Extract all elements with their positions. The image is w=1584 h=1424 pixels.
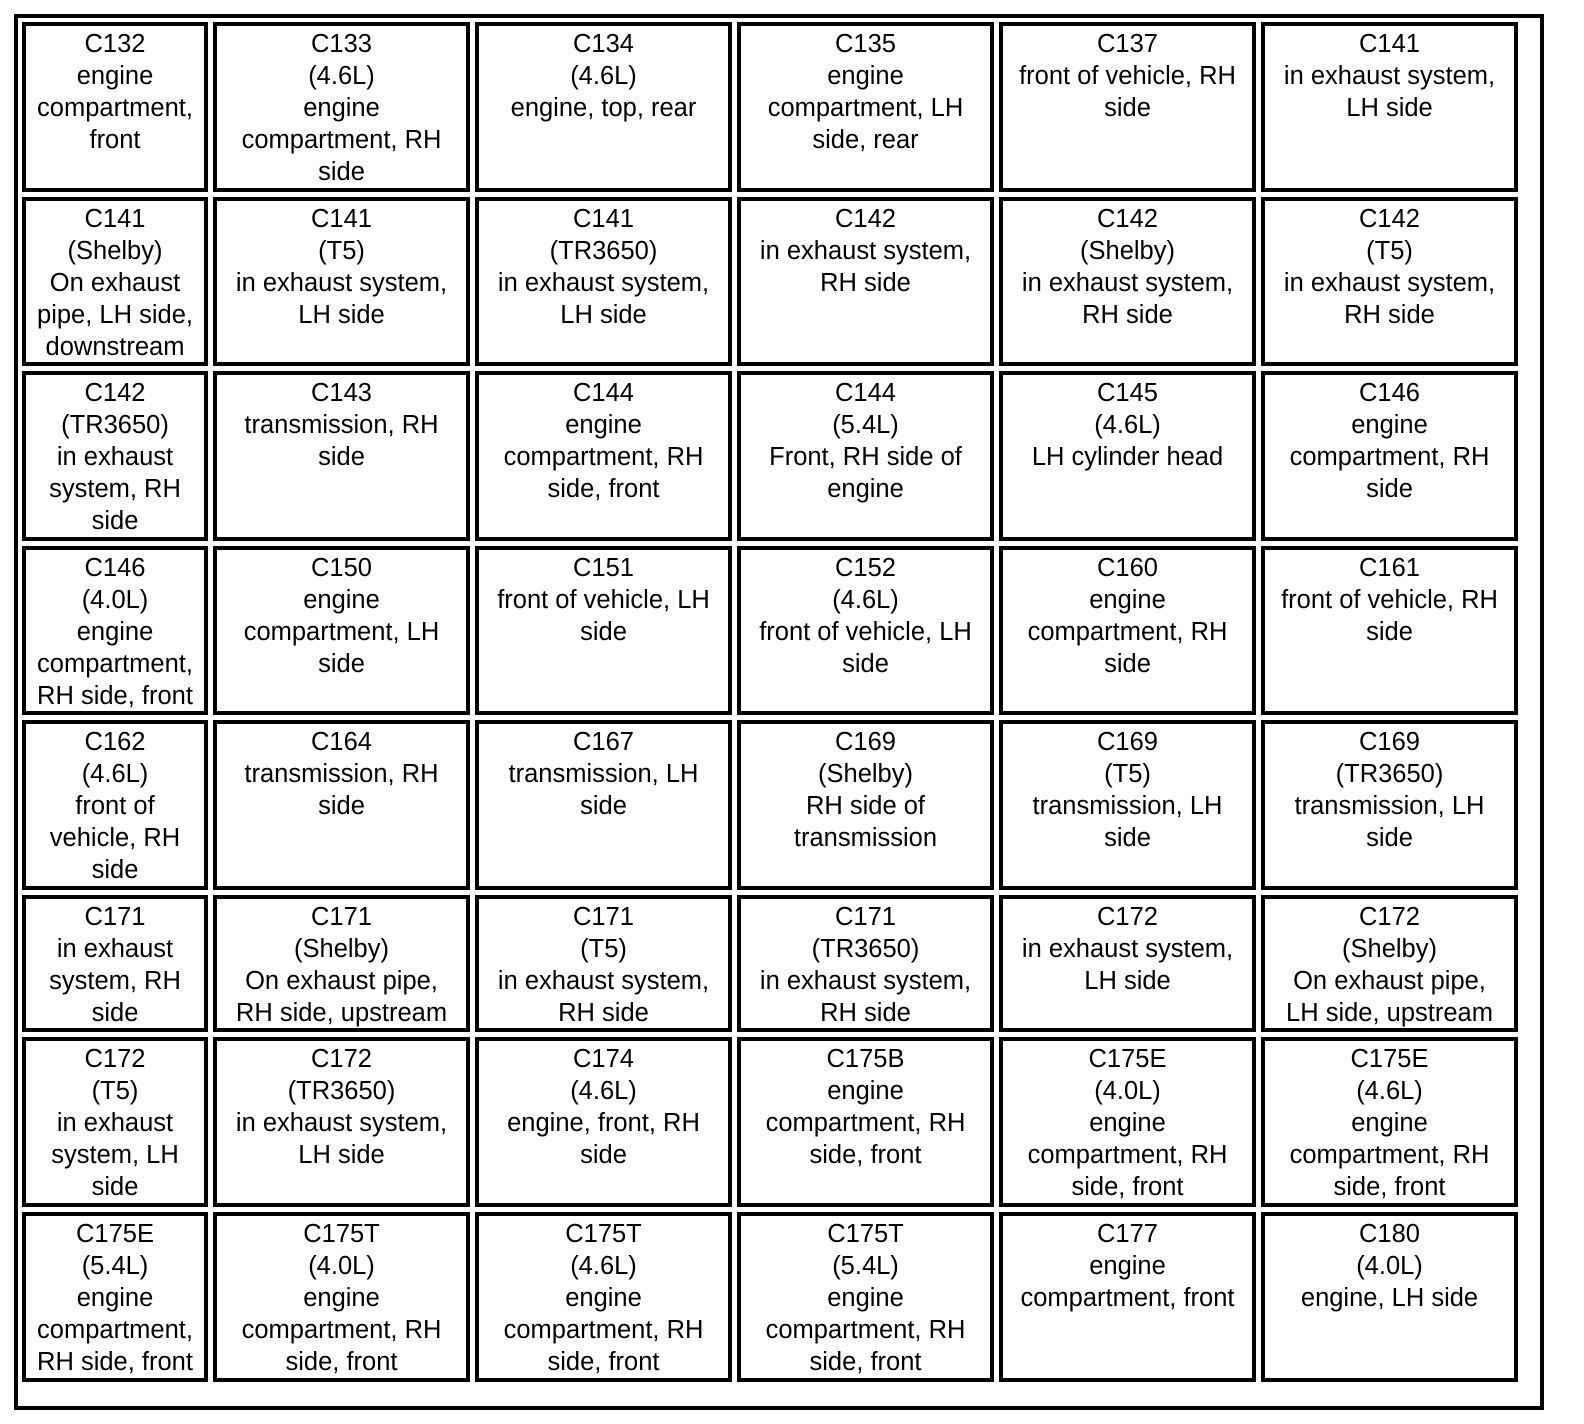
table-cell [737, 371, 994, 541]
cell-text-line: side [91, 855, 139, 884]
table-cell [213, 1037, 470, 1207]
table-cell [213, 720, 470, 890]
cell-text-line: On exhaust [49, 268, 181, 297]
table-cell [213, 197, 470, 366]
connector-id: C146 [1359, 379, 1420, 407]
connector-id: C152 [835, 554, 896, 582]
cell-text-line: compartment, [37, 93, 193, 122]
cell-text-line: RH side, upstream [235, 998, 448, 1027]
table-cell [999, 197, 1256, 366]
table-cell [737, 1212, 994, 1382]
cell-text-line: (4.6L) [1356, 1076, 1423, 1105]
cell-text-line: (5.4L) [832, 1251, 899, 1280]
cell-text-line: (Shelby) [818, 759, 913, 788]
table-cell [737, 1037, 994, 1207]
table-cell [475, 1037, 732, 1207]
cell-text-line: (T5) [1104, 759, 1151, 788]
connector-id: C169 [835, 728, 896, 756]
connector-id: C175E [1088, 1045, 1167, 1073]
cell-text-line: in exhaust system, [497, 966, 710, 995]
cell-text-line: side [580, 791, 627, 820]
cell-text-line: (5.4L) [832, 410, 899, 439]
table-cell [737, 22, 994, 192]
cell-text-line: side, front [809, 1140, 922, 1169]
connector-id: C135 [835, 30, 896, 58]
cell-text-line: side [318, 157, 365, 186]
table-cell [999, 546, 1256, 715]
connector-id: C175B [826, 1045, 905, 1073]
connector-id: C144 [573, 379, 634, 407]
cell-text-line: vehicle, RH [49, 823, 181, 852]
cell-text-line: in exhaust system, [497, 268, 710, 297]
cell-text-line: RH side [558, 998, 649, 1027]
table-cell [1261, 720, 1518, 890]
connector-id: C162 [84, 728, 146, 756]
cell-text-line: side, front [1333, 1172, 1446, 1201]
cell-text-line: LH cylinder head [1031, 442, 1224, 471]
cell-text-line: side, rear [812, 125, 919, 154]
cell-text-line: engine [827, 474, 904, 503]
cell-text-line: compartment, RH [1289, 1140, 1490, 1169]
table-cell [1261, 546, 1518, 715]
connector-id: C142 [835, 205, 896, 233]
cell-text-line: side, front [285, 1347, 398, 1376]
table-cell [1261, 1037, 1518, 1207]
cell-text-line: side [1104, 823, 1151, 852]
cell-text-line: engine, front, RH [507, 1108, 700, 1137]
cell-text-line: front of vehicle, RH [1281, 585, 1498, 614]
connector-id: C174 [573, 1045, 634, 1073]
table-cell [1261, 371, 1518, 541]
cell-text-line: engine [76, 1283, 154, 1312]
table-cell [999, 895, 1256, 1032]
cell-text-line: (4.0L) [1094, 1076, 1161, 1105]
cell-text-line: engine [76, 617, 154, 646]
cell-text-line: side [318, 442, 365, 471]
table-cell [213, 1212, 470, 1382]
cell-text-line: side [91, 506, 139, 535]
connector-id: C175E [76, 1220, 154, 1248]
cell-text-line: in exhaust system, [1283, 61, 1496, 90]
connector-id: C167 [573, 728, 634, 756]
table-cell [22, 371, 208, 541]
cell-text-line: (Shelby) [1342, 934, 1437, 963]
connector-id: C150 [311, 554, 372, 582]
cell-text-line: in exhaust system, [1283, 268, 1496, 297]
cell-text-line: (TR3650) [1335, 759, 1444, 788]
table-cell [22, 895, 208, 1032]
cell-text-line: side [91, 998, 139, 1027]
connector-id: C169 [1097, 728, 1158, 756]
cell-text-line: transmission, RH [244, 410, 439, 439]
cell-text-line: in exhaust system, [235, 268, 448, 297]
cell-text-line: in exhaust system, [1021, 268, 1234, 297]
cell-text-line: side [91, 1172, 139, 1201]
cell-text-line: transmission, RH [244, 759, 439, 788]
cell-text-line: compartment, RH [241, 125, 442, 154]
cell-text-line: (4.6L) [81, 759, 149, 788]
cell-text-line: side [1104, 93, 1151, 122]
cell-text-line: (4.6L) [570, 1251, 637, 1280]
connector-id: C143 [311, 379, 372, 407]
cell-text-line: side, front [809, 1347, 922, 1376]
connector-id: C171 [835, 903, 896, 931]
cell-text-line: LH side, upstream [1286, 998, 1493, 1027]
connector-id: C141 [84, 205, 146, 233]
cell-text-line: (4.0L) [1356, 1251, 1423, 1280]
cell-text-line: pipe, LH side, [37, 300, 193, 329]
table-cell [475, 720, 732, 890]
cell-text-line: engine [1351, 1108, 1428, 1137]
cell-text-line: (4.0L) [81, 585, 149, 614]
table-cell [737, 720, 994, 890]
table-cell [737, 546, 994, 715]
cell-text-line: (4.6L) [570, 61, 637, 90]
cell-text-line: engine [1089, 585, 1166, 614]
connector-id: C169 [1359, 728, 1420, 756]
cell-text-line: engine [1351, 410, 1428, 439]
cell-text-line: (T5) [318, 236, 365, 265]
cell-text-line: engine [827, 61, 904, 90]
connector-id: C133 [311, 30, 372, 58]
cell-text-line: side [1104, 649, 1151, 678]
cell-text-line: engine [303, 585, 380, 614]
cell-text-line: front of vehicle, RH [1019, 61, 1236, 90]
cell-text-line: engine [1089, 1108, 1166, 1137]
connector-id: C160 [1097, 554, 1158, 582]
cell-text-line: compartment, front [1020, 1283, 1235, 1312]
cell-text-line: engine [76, 61, 154, 90]
cell-text-line: (4.6L) [570, 1076, 637, 1105]
table-cell [1261, 895, 1518, 1032]
connector-id: C141 [311, 205, 372, 233]
cell-text-line: RH side [1344, 300, 1435, 329]
cell-text-line: system, RH [49, 474, 181, 503]
cell-text-line: side [580, 1140, 627, 1169]
connector-id: C145 [1097, 379, 1158, 407]
cell-text-line: side, front [1071, 1172, 1184, 1201]
connector-id: C172 [1359, 903, 1420, 931]
cell-text-line: (Shelby) [67, 236, 163, 265]
table-cell [22, 1037, 208, 1207]
cell-text-line: in exhaust [56, 442, 174, 471]
connector-id: C141 [573, 205, 634, 233]
connector-id: C175T [827, 1220, 904, 1248]
connector-id: C141 [1359, 30, 1420, 58]
cell-text-line: in exhaust [56, 934, 174, 963]
cell-text-line: side [842, 649, 889, 678]
cell-text-line: (TR3650) [287, 1076, 396, 1105]
connector-id: C175T [303, 1220, 380, 1248]
cell-text-line: side, front [547, 474, 660, 503]
cell-text-line: engine [827, 1076, 904, 1105]
connector-id: C172 [84, 1045, 146, 1073]
cell-text-line: compartment, RH [1289, 442, 1490, 471]
cell-text-line: front [89, 125, 141, 154]
cell-text-line: RH side [820, 998, 911, 1027]
table-cell [213, 895, 470, 1032]
cell-text-line: compartment, [37, 649, 193, 678]
table-cell [999, 22, 1256, 192]
cell-text-line: (4.6L) [1094, 410, 1161, 439]
cell-text-line: system, LH [51, 1140, 179, 1169]
table-cell [213, 371, 470, 541]
table-cell [475, 371, 732, 541]
cell-text-line: in exhaust system, [759, 966, 972, 995]
cell-text-line: transmission, LH [1294, 791, 1485, 820]
connector-id: C172 [311, 1045, 372, 1073]
cell-text-line: engine [303, 93, 380, 122]
cell-text-line: (T5) [580, 934, 627, 963]
cell-text-line: engine [565, 1283, 642, 1312]
cell-text-line: compartment, [37, 1315, 193, 1344]
cell-text-line: (TR3650) [549, 236, 658, 265]
cell-text-line: engine [303, 1283, 380, 1312]
cell-text-line: compartment, LH [243, 617, 440, 646]
cell-text-line: in exhaust system, [759, 236, 972, 265]
cell-text-line: engine, top, rear [510, 93, 697, 122]
cell-text-line: On exhaust pipe, [245, 966, 438, 995]
cell-text-line: side, front [547, 1347, 660, 1376]
table-cell [475, 22, 732, 192]
cell-text-line: front of vehicle, LH [497, 585, 710, 614]
cell-text-line: RH side [1082, 300, 1173, 329]
cell-text-line: (5.4L) [81, 1251, 149, 1280]
connector-id: C142 [1097, 205, 1158, 233]
cell-text-line: side [1366, 617, 1413, 646]
cell-text-line: downstream [45, 332, 185, 361]
table-cell [213, 22, 470, 192]
cell-text-line: engine, LH side [1300, 1283, 1479, 1312]
connector-location-table [14, 14, 1544, 1410]
cell-text-line: (TR3650) [811, 934, 920, 963]
table-cell [475, 895, 732, 1032]
cell-text-line: side [318, 791, 365, 820]
cell-text-line: RH side [820, 268, 911, 297]
connector-id: C171 [573, 903, 634, 931]
table-cell [475, 1212, 732, 1382]
connector-id: C161 [1359, 554, 1420, 582]
connector-id: C142 [1359, 205, 1420, 233]
cell-text-line: side [1366, 823, 1413, 852]
cell-text-line: (4.6L) [308, 61, 375, 90]
table-cell [1261, 1212, 1518, 1382]
cell-text-line: transmission, LH [1032, 791, 1223, 820]
cell-text-line: RH side, front [37, 1347, 193, 1376]
cell-text-line: in exhaust system, [235, 1108, 448, 1137]
cell-text-line: engine [827, 1283, 904, 1312]
cell-text-line: front of [75, 791, 155, 820]
cell-text-line: in exhaust system, [1021, 934, 1234, 963]
table-cell [475, 546, 732, 715]
cell-text-line: engine [565, 410, 642, 439]
table-cell [213, 546, 470, 715]
cell-text-line: front of vehicle, LH [759, 617, 972, 646]
connector-id: C180 [1359, 1220, 1420, 1248]
cell-text-line: LH side [298, 1140, 385, 1169]
cell-text-line: (Shelby) [294, 934, 389, 963]
cell-text-line: compartment, RH [1027, 1140, 1228, 1169]
connector-id: C172 [1097, 903, 1158, 931]
cell-text-line: compartment, RH [503, 442, 704, 471]
cell-text-line: RH side of [805, 791, 926, 820]
table-cell [475, 197, 732, 366]
cell-text-line: (4.0L) [308, 1251, 375, 1280]
connector-id: C164 [311, 728, 372, 756]
connector-id: C137 [1097, 30, 1158, 58]
connector-id: C144 [835, 379, 896, 407]
connector-id: C146 [84, 554, 146, 582]
cell-text-line: side [1366, 474, 1413, 503]
cell-text-line: Front, RH side of [769, 442, 962, 471]
cell-text-line: engine [1089, 1251, 1166, 1280]
table-cell [22, 546, 208, 715]
connector-id: C171 [84, 903, 146, 931]
table-cell [22, 1212, 208, 1382]
connector-id: C151 [573, 554, 634, 582]
cell-text-line: in exhaust [56, 1108, 174, 1137]
cell-text-line: RH side, front [37, 681, 193, 710]
table-cell [999, 720, 1256, 890]
cell-text-line: (TR3650) [61, 410, 169, 439]
cell-text-line: system, RH [49, 966, 181, 995]
cell-text-line: side [318, 649, 365, 678]
table-cell [22, 22, 208, 192]
table-cell [1261, 22, 1518, 192]
connector-id: C171 [311, 903, 372, 931]
table-cell [999, 371, 1256, 541]
connector-id: C134 [573, 30, 634, 58]
table-cell [22, 197, 208, 366]
connector-id: C142 [84, 379, 146, 407]
cell-text-line: (T5) [91, 1076, 139, 1105]
cell-text-line: compartment, RH [1027, 617, 1228, 646]
cell-text-line: (4.6L) [832, 585, 899, 614]
table-cell [737, 197, 994, 366]
cell-text-line: LH side [560, 300, 647, 329]
cell-text-line: (T5) [1366, 236, 1413, 265]
table-cell [1261, 197, 1518, 366]
connector-id: C132 [84, 30, 146, 58]
table-cell [999, 1037, 1256, 1207]
cell-text-line: compartment, LH [767, 93, 964, 122]
cell-text-line: compartment, RH [241, 1315, 442, 1344]
cell-text-line: LH side [1346, 93, 1433, 122]
table-cell [999, 1212, 1256, 1382]
cell-text-line: LH side [298, 300, 385, 329]
cell-text-line: compartment, RH [765, 1315, 966, 1344]
cell-text-line: side [580, 617, 627, 646]
cell-text-line: (Shelby) [1080, 236, 1175, 265]
connector-id: C175T [565, 1220, 642, 1248]
table-cell [22, 720, 208, 890]
cell-text-line: transmission [793, 823, 938, 852]
cell-text-line: On exhaust pipe, [1293, 966, 1486, 995]
connector-id: C177 [1097, 1220, 1158, 1248]
table-cell [737, 895, 994, 1032]
cell-text-line: compartment, RH [503, 1315, 704, 1344]
connector-id: C175E [1350, 1045, 1429, 1073]
cell-text-line: transmission, LH [508, 759, 699, 788]
cell-text-line: compartment, RH [765, 1108, 966, 1137]
cell-text-line: LH side [1084, 966, 1171, 995]
